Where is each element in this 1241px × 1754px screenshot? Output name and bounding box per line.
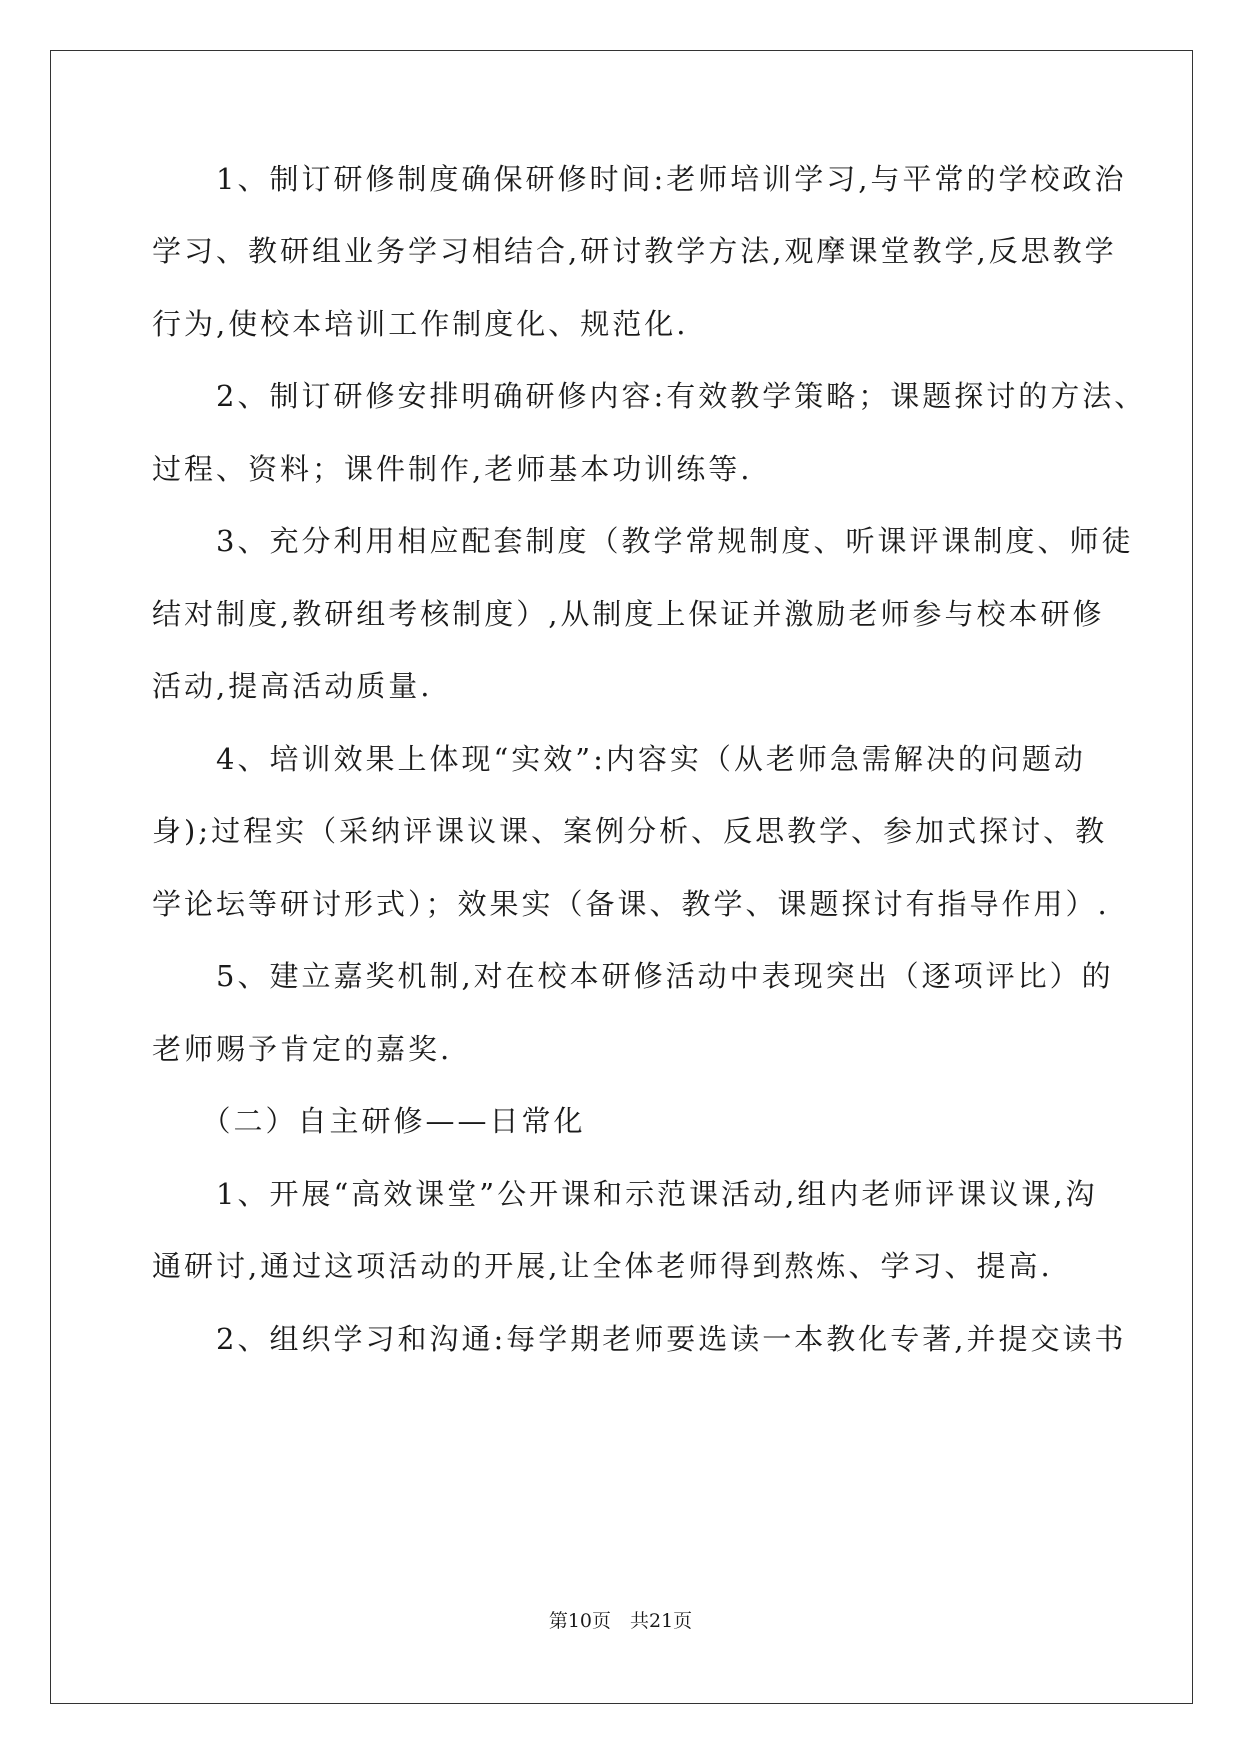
text-line: 1、制订研修制度确保研修时间:老师培训学习,与平常的学校政治 [152, 162, 1127, 196]
text-line: 学论坛等研讨形式）；效果实（备课、教学、课题探讨有指导作用）. [152, 887, 1110, 921]
page-number: 第10页 共21页 [548, 1610, 693, 1632]
page-footer [0, 1608, 1241, 1634]
text-line: 结对制度,教研组考核制度）,从制度上保证并激励老师参与校本研修 [152, 597, 1105, 631]
text-line: 通研讨,通过这项活动的开展,让全体老师得到熬炼、学习、提高. [152, 1249, 1053, 1283]
text-line: 3、充分利用相应配套制度（教学常规制度、听课评课制度、师徒 [152, 524, 1134, 558]
text-line: 1、开展“高效课堂”公开课和示范课活动,组内老师评课议课,沟 [152, 1177, 1098, 1211]
text-line: 活动,提高活动质量. [152, 669, 433, 703]
page-border [50, 50, 1193, 1704]
text-line: 学习、教研组业务学习相结合,研讨教学方法,观摩课堂教学,反思教学 [152, 234, 1117, 268]
text-line: 行为,使校本培训工作制度化、规范化. [152, 307, 689, 341]
text-line: 4、培训效果上体现“实效”:内容实（从老师急需解决的问题动 [152, 742, 1086, 776]
text-line: 2、制订研修安排明确研修内容:有效教学策略；课题探讨的方法、 [152, 379, 1147, 413]
text-line: 过程、资料；课件制作,老师基本功训练等. [152, 452, 753, 486]
text-line: 2、组织学习和沟通:每学期老师要选读一本教化专著,并提交读书 [152, 1322, 1127, 1356]
text-line: 5、建立嘉奖机制,对在校本研修活动中表现突出（逐项评比）的 [152, 959, 1114, 993]
text-line: 身);过程实（采纳评课议课、案例分析、反思教学、参加式探讨、教 [152, 814, 1108, 848]
text-line: 老师赐予肯定的嘉奖. [152, 1032, 453, 1066]
section-heading: （二）自主研修——日常化 [152, 1104, 586, 1138]
